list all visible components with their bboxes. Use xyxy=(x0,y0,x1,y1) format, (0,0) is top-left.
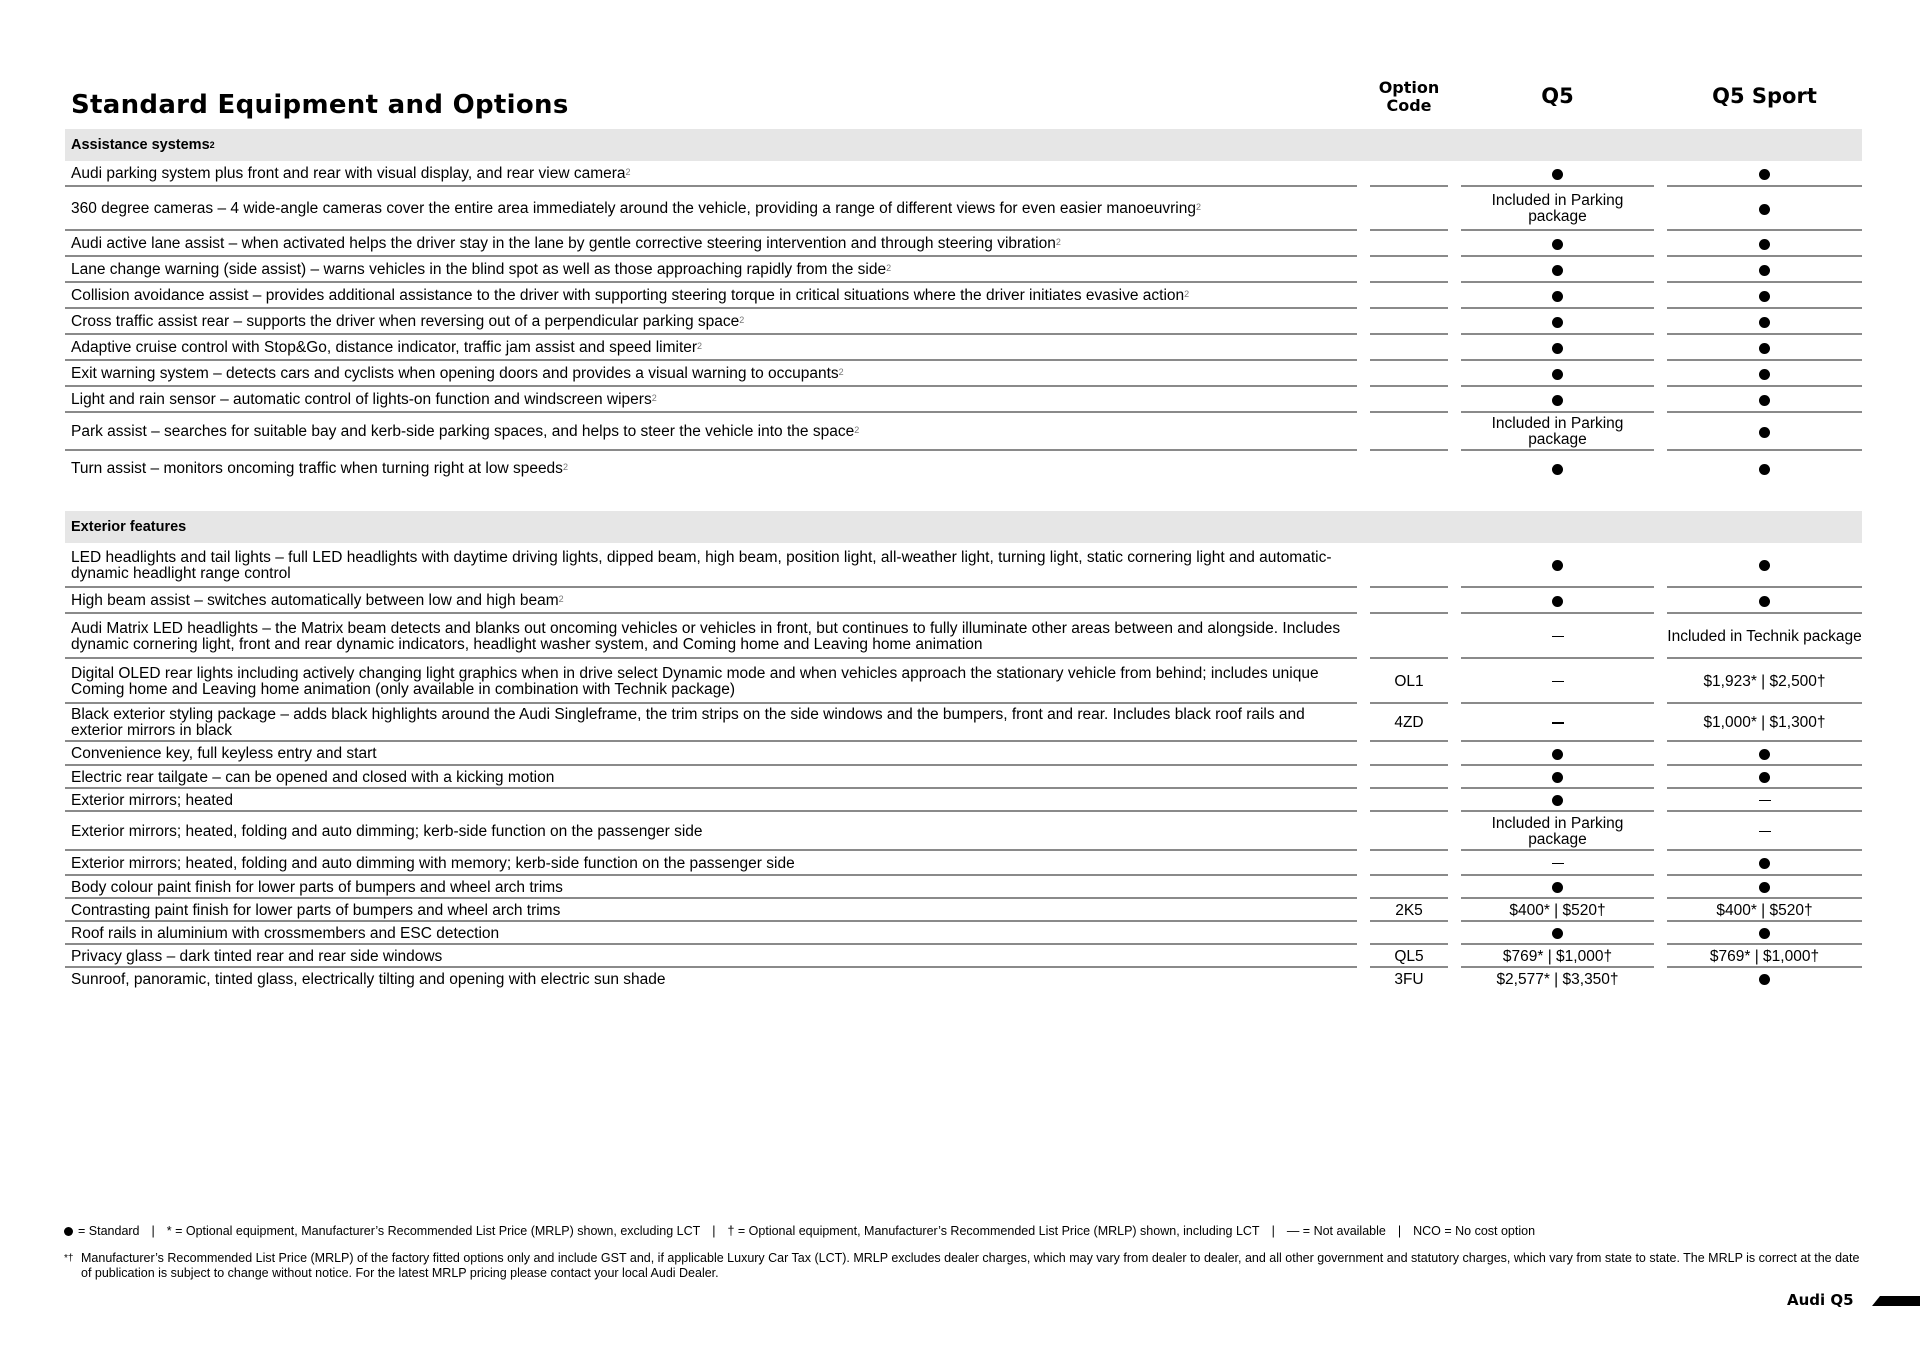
q5-sport-cell xyxy=(1667,257,1862,283)
q5-sport-cell xyxy=(1667,187,1862,231)
not-available-dash-icon xyxy=(1759,800,1771,802)
q5-cell xyxy=(1461,766,1654,789)
q5-value: $400* | $520† xyxy=(1509,901,1606,919)
q5-sport-cell xyxy=(1667,543,1862,588)
option-code-cell xyxy=(1370,789,1448,812)
q5-cell xyxy=(1461,257,1654,283)
footnote-ref: 2 xyxy=(739,315,745,325)
feature-text: Exterior mirrors; heated, folding and auto dimming; kerb-side function on the passenger side xyxy=(71,822,703,840)
feature-description xyxy=(65,922,1357,945)
feature-text: Contrasting paint finish for lower parts of bumpers and wheel arch trims xyxy=(71,901,561,919)
q5-cell xyxy=(1461,187,1654,231)
feature-description xyxy=(65,387,1357,413)
q5-cell xyxy=(1461,451,1654,487)
q5-value: Included in Parking package xyxy=(1491,415,1624,448)
feature-description xyxy=(65,766,1357,789)
footnote-ref: 2 xyxy=(651,393,657,403)
not-available-dash-icon xyxy=(1759,831,1771,833)
table-row xyxy=(65,968,1862,991)
standard-dot-icon xyxy=(1552,749,1563,760)
q5-cell xyxy=(1461,413,1654,451)
q5-sport-cell xyxy=(1667,231,1862,257)
q5-sport-cell xyxy=(1667,161,1862,187)
option-code-cell xyxy=(1370,945,1448,968)
feature-text: Audi active lane assist – when activated helps the driver stay in the lane by gentle corrective steering intervention and through steering vibration xyxy=(71,235,1056,252)
q5-cell xyxy=(1461,659,1654,704)
standard-dot-icon xyxy=(1759,882,1770,893)
option-code-cell xyxy=(1370,283,1448,309)
option-code-cell xyxy=(1370,231,1448,257)
standard-dot-icon xyxy=(1759,317,1770,328)
option-code-cell xyxy=(1370,451,1448,487)
option-code-cell xyxy=(1370,614,1448,659)
feature-description xyxy=(65,851,1357,876)
q5-value: Included in Parking package xyxy=(1491,192,1624,225)
table-row xyxy=(65,231,1862,257)
option-code-cell xyxy=(1370,413,1448,451)
not-available-dash-icon xyxy=(1552,636,1564,638)
q5-cell xyxy=(1461,614,1654,659)
feature-text: Cross traffic assist rear – supports the driver when reversing out of a perpendicular parking space xyxy=(71,313,740,330)
option-code: 2K5 xyxy=(1395,901,1423,919)
option-code: 3FU xyxy=(1394,970,1424,988)
column-header-q5: Q5 xyxy=(1541,84,1574,108)
q5-sport-cell xyxy=(1667,968,1862,991)
section-title: Exterior features xyxy=(71,519,187,535)
option-code-cell xyxy=(1370,659,1448,704)
standard-dot-icon xyxy=(1759,427,1770,438)
table-row xyxy=(65,588,1862,614)
feature-description xyxy=(65,659,1357,704)
table-row xyxy=(65,187,1862,231)
standard-dot-icon xyxy=(1759,204,1770,215)
q5-sport-cell xyxy=(1667,742,1862,766)
q5-sport-cell xyxy=(1667,283,1862,309)
column-header-q5-sport: Q5 Sport xyxy=(1712,84,1817,108)
legend-no-cost-option: NCO = No cost option xyxy=(1413,1224,1536,1238)
option-code-cell xyxy=(1370,812,1448,851)
standard-dot-icon xyxy=(1759,343,1770,354)
standard-dot-icon xyxy=(1759,395,1770,406)
legend-excluding-lct: * = Optional equipment, Manufacturer’s Recommended List Price (MRLP) shown, excluding LCT xyxy=(166,1224,701,1238)
q5-sport-cell xyxy=(1667,335,1862,361)
option-code: OL1 xyxy=(1394,672,1424,690)
footnote-ref: 2 xyxy=(886,263,892,273)
option-code-cell xyxy=(1370,704,1448,742)
standard-dot-icon xyxy=(1552,343,1563,354)
feature-description xyxy=(65,309,1357,335)
footnote-ref: 2 xyxy=(1055,237,1061,247)
table-row xyxy=(65,742,1862,766)
table-row xyxy=(65,614,1862,659)
q5-sport-cell xyxy=(1667,413,1862,451)
feature-text: Sunroof, panoramic, tinted glass, electrically tilting and opening with electric sun shade xyxy=(71,970,666,988)
option-code-cell xyxy=(1370,335,1448,361)
feature-description xyxy=(65,945,1357,968)
feature-text: 360 degree cameras – 4 wide-angle cameras cover the entire area immediately around the vehicle, providing a range of different views for even easier manoeuvring xyxy=(71,200,1196,217)
feature-text: Privacy glass – dark tinted rear and rear side windows xyxy=(71,947,443,965)
standard-dot-icon xyxy=(1759,974,1770,985)
q5-cell xyxy=(1461,922,1654,945)
section-header xyxy=(65,511,1862,543)
option-code-cell xyxy=(1370,309,1448,335)
option-code-cell xyxy=(1370,257,1448,283)
feature-text: High beam assist – switches automatically between low and high beam xyxy=(71,592,559,609)
footnote-ref: 2 xyxy=(558,594,564,604)
table-row xyxy=(65,309,1862,335)
table-row xyxy=(65,922,1862,945)
equipment-table xyxy=(65,129,1862,991)
q5-sport-value: $1,000* | $1,300† xyxy=(1703,714,1826,731)
standard-dot-icon xyxy=(1552,291,1563,302)
legend-not-available: — = Not available xyxy=(1286,1224,1386,1238)
option-code-cell xyxy=(1370,387,1448,413)
option-code-cell xyxy=(1370,851,1448,876)
q5-cell xyxy=(1461,945,1654,968)
feature-description xyxy=(65,335,1357,361)
feature-description xyxy=(65,789,1357,812)
option-code-cell xyxy=(1370,588,1448,614)
footnote-ref: 2 xyxy=(838,367,844,377)
option-code-cell xyxy=(1370,968,1448,991)
q5-sport-cell xyxy=(1667,851,1862,876)
feature-description xyxy=(65,614,1357,659)
standard-dot-icon xyxy=(64,1227,73,1236)
q5-cell xyxy=(1461,899,1654,922)
table-row xyxy=(65,335,1862,361)
standard-dot-icon xyxy=(1759,464,1770,475)
table-row xyxy=(65,387,1862,413)
table-row xyxy=(65,766,1862,789)
standard-dot-icon xyxy=(1759,291,1770,302)
legend-standard: = Standard xyxy=(78,1224,140,1238)
table-row xyxy=(65,659,1862,704)
footnote-ref: 2 xyxy=(1184,289,1190,299)
q5-sport-cell xyxy=(1667,789,1862,812)
table-row xyxy=(65,451,1862,487)
q5-sport-cell xyxy=(1667,812,1862,851)
q5-cell xyxy=(1461,704,1654,742)
feature-description xyxy=(65,361,1357,387)
brand-bar-decoration xyxy=(1872,1296,1920,1306)
feature-description xyxy=(65,899,1357,922)
option-code-cell xyxy=(1370,742,1448,766)
standard-dot-icon xyxy=(1552,369,1563,380)
feature-text: Audi parking system plus front and rear with visual display, and rear view camera xyxy=(71,165,626,182)
q5-sport-cell xyxy=(1667,387,1862,413)
q5-value: Included in Parking package xyxy=(1491,814,1624,848)
standard-dot-icon xyxy=(1759,749,1770,760)
standard-dot-icon xyxy=(1759,169,1770,180)
table-row xyxy=(65,161,1862,187)
standard-dot-icon xyxy=(1759,239,1770,250)
standard-dot-icon xyxy=(1759,369,1770,380)
feature-description xyxy=(65,704,1357,742)
q5-cell xyxy=(1461,361,1654,387)
footnote-text: Manufacturer’s Recommended List Price (MRLP) of the factory fitted options only and include GST and, if applicable Luxury Car Tax (LCT). MRLP excludes dealer charges, which may vary from dealer to dealer, and all other government and statutory charges, which vary from state to state. The MRLP is correct at the date of publication is subject to change without notice. For the latest MRLP pricing please contact your local Audi Dealer. xyxy=(81,1251,1860,1280)
q5-sport-cell xyxy=(1667,451,1862,487)
feature-description xyxy=(65,283,1357,309)
feature-description xyxy=(65,812,1357,851)
q5-sport-cell xyxy=(1667,945,1862,968)
standard-dot-icon xyxy=(1759,772,1770,783)
page-title: Standard Equipment and Options xyxy=(71,90,569,120)
legend-separator: | xyxy=(712,1224,716,1238)
footnote-ref: 2 xyxy=(209,140,215,150)
table-row xyxy=(65,283,1862,309)
standard-dot-icon xyxy=(1552,928,1563,939)
feature-description xyxy=(65,413,1357,451)
pricing-footnote xyxy=(64,1251,1864,1281)
standard-dot-icon xyxy=(1552,596,1563,607)
section-header xyxy=(65,129,1862,161)
q5-sport-cell xyxy=(1667,766,1862,789)
q5-cell xyxy=(1461,789,1654,812)
q5-cell xyxy=(1461,283,1654,309)
legend-separator: | xyxy=(1271,1224,1275,1238)
table-row xyxy=(65,899,1862,922)
q5-sport-value: Included in Technik package xyxy=(1667,627,1862,645)
legend-separator: | xyxy=(1397,1224,1402,1238)
feature-text: Electric rear tailgate – can be opened and closed with a kicking motion xyxy=(71,768,555,786)
feature-text: Roof rails in aluminium with crossmembers and ESC detection xyxy=(71,924,500,942)
feature-text: Collision avoidance assist – provides additional assistance to the driver with supporting steering torque in critical situations where the driver initiates evasive action xyxy=(71,287,1185,304)
not-available-dash-icon xyxy=(1552,722,1564,724)
q5-cell xyxy=(1461,231,1654,257)
not-available-dash-icon xyxy=(1552,681,1564,683)
option-code-cell xyxy=(1370,922,1448,945)
feature-text: LED headlights and tail lights – full LED headlights with daytime driving lights, dipped beam, high beam, position light, all-weather light, turning light, static cornering light and automatic-dynamic headlight range control xyxy=(71,548,1332,582)
q5-sport-cell xyxy=(1667,876,1862,899)
footnote-ref: 2 xyxy=(697,341,703,351)
table-row xyxy=(65,413,1862,451)
table-row xyxy=(65,789,1862,812)
table-row xyxy=(65,257,1862,283)
q5-sport-cell xyxy=(1667,659,1862,704)
q5-value: $2,577* | $3,350† xyxy=(1496,970,1619,988)
feature-description xyxy=(65,876,1357,899)
feature-description xyxy=(65,187,1357,231)
legend-separator: | xyxy=(151,1224,155,1238)
standard-dot-icon xyxy=(1552,772,1563,783)
q5-sport-value: $400* | $520† xyxy=(1716,901,1813,919)
brand-label: Audi Q5 xyxy=(1787,1291,1854,1309)
table-row xyxy=(65,543,1862,588)
feature-text: Lane change warning (side assist) – warns vehicles in the blind spot as well as those approaching rapidly from the side xyxy=(71,261,887,278)
standard-dot-icon xyxy=(1759,928,1770,939)
q5-cell xyxy=(1461,335,1654,361)
standard-dot-icon xyxy=(1759,596,1770,607)
footnote-ref: 2 xyxy=(854,425,860,435)
q5-sport-cell xyxy=(1667,614,1862,659)
legend-including-lct: † = Optional equipment, Manufacturer’s Recommended List Price (MRLP) shown, including LCT xyxy=(727,1224,1260,1238)
feature-text: Turn assist – monitors oncoming traffic when turning right at low speeds xyxy=(71,460,563,477)
standard-dot-icon xyxy=(1552,560,1563,571)
q5-cell xyxy=(1461,812,1654,851)
q5-sport-cell xyxy=(1667,361,1862,387)
footnote-mark: *† xyxy=(64,1253,74,1264)
footnote-ref: 2 xyxy=(1195,202,1201,212)
legend xyxy=(64,1224,1535,1238)
standard-dot-icon xyxy=(1759,265,1770,276)
feature-description xyxy=(65,231,1357,257)
feature-text: Body colour paint finish for lower parts of bumpers and wheel arch trims xyxy=(71,878,563,896)
standard-dot-icon xyxy=(1552,239,1563,250)
standard-dot-icon xyxy=(1759,560,1770,571)
feature-text: Digital OLED rear lights including actively changing light graphics when in drive select Dynamic mode and when vehicles approach the stationary vehicle from behind; includes unique Coming home and Leaving home animation (only available in combination with Technik package) xyxy=(71,664,1319,698)
feature-text: Exterior mirrors; heated, folding and auto dimming with memory; kerb-side function on the passenger side xyxy=(71,854,795,872)
feature-description xyxy=(65,257,1357,283)
table-row xyxy=(65,876,1862,899)
q5-cell xyxy=(1461,968,1654,991)
q5-sport-cell xyxy=(1667,922,1862,945)
q5-sport-cell xyxy=(1667,899,1862,922)
column-header-option-code: Option Code xyxy=(1378,78,1440,115)
feature-text: Exit warning system – detects cars and cyclists when opening doors and provides a visual warning to occupants xyxy=(71,365,839,382)
option-code-cell xyxy=(1370,161,1448,187)
q5-cell xyxy=(1461,387,1654,413)
not-available-dash-icon xyxy=(1552,863,1564,865)
option-code: QL5 xyxy=(1394,947,1424,965)
table-row xyxy=(65,361,1862,387)
feature-description xyxy=(65,543,1357,588)
option-code: 4ZD xyxy=(1394,714,1424,731)
footnote-ref: 2 xyxy=(625,167,631,177)
table-row xyxy=(65,812,1862,851)
footnote-ref: 2 xyxy=(562,462,568,472)
q5-cell xyxy=(1461,742,1654,766)
section-title: Assistance systems xyxy=(71,137,210,153)
standard-dot-icon xyxy=(1552,395,1563,406)
option-code-cell xyxy=(1370,361,1448,387)
q5-cell xyxy=(1461,851,1654,876)
feature-text: Park assist – searches for suitable bay and kerb-side parking spaces, and helps to steer the vehicle into the space xyxy=(71,423,855,440)
feature-description xyxy=(65,451,1357,487)
q5-cell xyxy=(1461,588,1654,614)
feature-text: Light and rain sensor – automatic control of lights-on function and windscreen wipers xyxy=(71,391,652,408)
feature-text: Exterior mirrors; heated xyxy=(71,791,233,809)
q5-cell xyxy=(1461,876,1654,899)
feature-text: Audi Matrix LED headlights – the Matrix beam detects and blanks out oncoming vehicles or vehicles in front, but continues to fully illuminate other areas between and alongside. Includes dynamic cornering light, front and rear dynamic indicators, headlight washer system, and Coming home and Leaving home animation xyxy=(71,619,1341,653)
feature-description xyxy=(65,742,1357,766)
q5-sport-value: $1,923* | $2,500† xyxy=(1703,672,1826,690)
feature-description xyxy=(65,588,1357,614)
feature-text: Convenience key, full keyless entry and start xyxy=(71,745,377,762)
q5-cell xyxy=(1461,161,1654,187)
standard-dot-icon xyxy=(1552,265,1563,276)
option-code-cell xyxy=(1370,876,1448,899)
q5-cell xyxy=(1461,543,1654,588)
standard-dot-icon xyxy=(1552,882,1563,893)
feature-text: Black exterior styling package – adds black highlights around the Audi Singleframe, the trim strips on the side windows and the bumpers, front and rear. Includes black roof rails and exterior mirrors in black xyxy=(71,706,1305,739)
feature-description xyxy=(65,968,1357,991)
feature-text: Adaptive cruise control with Stop&Go, distance indicator, traffic jam assist and speed limiter xyxy=(71,339,698,356)
table-row xyxy=(65,945,1862,968)
q5-value: $769* | $1,000† xyxy=(1502,947,1613,965)
standard-dot-icon xyxy=(1552,169,1563,180)
standard-dot-icon xyxy=(1552,464,1563,475)
option-code-cell xyxy=(1370,766,1448,789)
q5-sport-cell xyxy=(1667,704,1862,742)
standard-dot-icon xyxy=(1552,317,1563,328)
option-code-cell xyxy=(1370,187,1448,231)
q5-sport-cell xyxy=(1667,309,1862,335)
table-row xyxy=(65,704,1862,742)
q5-sport-cell xyxy=(1667,588,1862,614)
standard-dot-icon xyxy=(1552,795,1563,806)
feature-description xyxy=(65,161,1357,187)
option-code-cell xyxy=(1370,899,1448,922)
q5-sport-value: $769* | $1,000† xyxy=(1709,947,1820,965)
standard-dot-icon xyxy=(1759,858,1770,869)
option-code-cell xyxy=(1370,543,1448,588)
table-row xyxy=(65,851,1862,876)
q5-cell xyxy=(1461,309,1654,335)
